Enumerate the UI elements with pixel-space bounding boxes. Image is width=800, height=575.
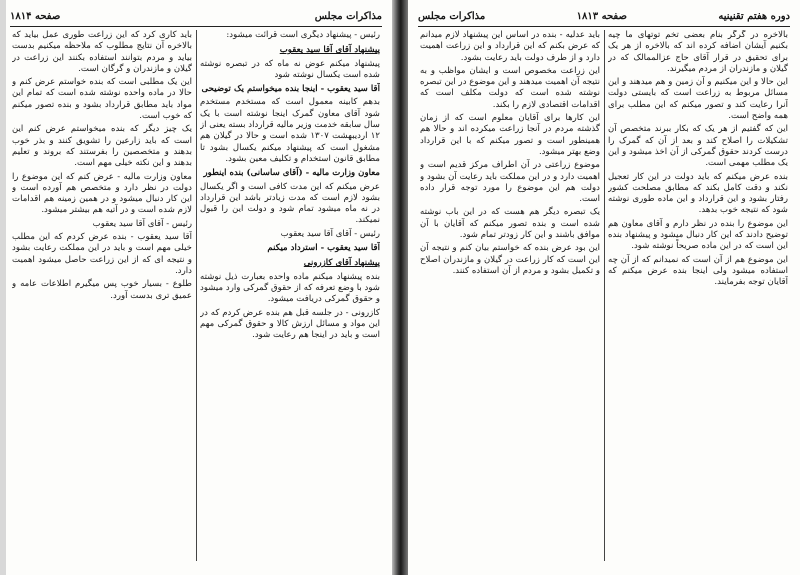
paragraph: این که گفتیم از هر یک که بکار ببرند متخصص آن تشکیلات را اصلاح کند و بعد از آن که گمرک را درست کردند حقوق گمرکی از آن اخذ میشود و این یک مطلب مهمی است.: [608, 124, 788, 169]
speaker-line: آقا سید یعقوب - استرداد میکنم: [267, 243, 380, 254]
paragraph: کازرونی - در جلسه قبل هم بنده عرض کردم که در این مواد و مسائل ارزش کالا و حقوق گمرکی مهم است و باید در اینجا هم رعایت شود.: [200, 307, 380, 341]
paragraph: بنده عرض میکنم که باید دولت در این کار تعجیل نکند و دقت کامل بکند که مطابق مصلحت کشور رفتار بشود و این قرارداد و این ماده طوری نوشته شود که نتیجه خوب بدهد.: [608, 171, 788, 216]
paragraph: بالاخره در گرگر بنام بعضی تخم توتهای ما چیه بکنیم آیشان اضافه کرده اند که بالاخره از هر یک برای تحقیق در قرار آقای حاج عزالممالک که در گیلان و مازندران از مردم میگیرند.: [608, 30, 788, 74]
paragraph: رئیس - پیشنهاد دیگری است قرائت میشود:: [226, 30, 380, 40]
paragraph: آقا سید یعقوب - بنده عرض کردم که این مطلب خیلی مهم است و باید در این مملکت رعایت بشود و نتیجه ای که از این زراعت حاصل میشود اهمیت دارد.: [12, 232, 192, 276]
speaker-line: معاون وزارت مالیه - (آقای ساسانی) بنده اینطور: [203, 168, 380, 179]
right-page-session-title: مذاکرات مجلس: [418, 10, 486, 22]
section-heading: پیشنهاد آقای کازرونی: [303, 258, 380, 269]
paragraph: این موضوع را بنده در نظر دارم و آقای معاون هم توضیح دادند که این کار دنبال میشود و پیشنهاد بنده این است که در این ماده صریحاً نوشته شود.: [608, 218, 788, 252]
paragraph: این یک مطلبی است که بنده خواستم عرض کنم و حالا در ماده واحده نوشته شده است که تمام این مواد باید مطابق قرارداد بشود و بنده تصور میکنم که خوب است.: [12, 77, 192, 122]
speaker-line: آقا سید یعقوب - اینجا بنده میخواستم یک توضیحی: [201, 84, 380, 95]
left-page-session-title: مذاکرات مجلس: [314, 10, 382, 22]
column-divider: [604, 30, 605, 561]
paragraph: پیشنهاد میکنم عوض نه ماه که در تبصره نوشته شده است یکسال نوشته شود: [200, 58, 380, 80]
right-page-number: صفحه ۱۸۱۳: [576, 10, 627, 22]
left-page-number: صفحه ۱۸۱۴: [10, 10, 61, 22]
left-page-column-right: [200, 30, 380, 561]
right-page-column-left: [420, 30, 600, 561]
left-page: [0, 0, 392, 575]
paragraph: این کارها برای آقایان معلوم است که از زمان گذشته مردم در آنجا زراعت میکرده اند و حالا هم همینطور است و تصور میکنم که با این قرارداد وضع بهتر میشود.: [420, 113, 600, 157]
paragraph: بنده پیشنهاد میکنم ماده واحده بعبارت ذیل نوشته شود با وضع تعرفه که از حقوق گمرکی وارد میشود و حقوق گمرکی دریافت میشود.: [200, 271, 380, 305]
page-edge: [0, 0, 6, 575]
paragraph: این موضوع هم از آن است که نمیدانم که از آن چه استفاده میشود ولی اینجا بنده عرض میکنم که آقایان توجه بفرمایند.: [608, 254, 788, 288]
paragraph: یک چیز دیگر که بنده میخواستم عرض کنم این است که باید زارعین را تشویق کنند و بذر خوب بدهند و متخصصین را بفرستند که بروند و تعلیم بدهند و این نکته خیلی مهم است.: [12, 124, 192, 169]
book-gutter: [392, 0, 408, 575]
paragraph: این زراعت مخصوص است و ایشان مواظب و به نتیجه آن اهمیت میدهند و این موضوع در این تبصره نوشته شده است که دولت مکلف است که اقدامات اقتصادی لازم را بکند.: [420, 65, 600, 110]
paragraph: رئیس - آقای آقا سید یعقوب: [92, 218, 192, 229]
right-page-term: دوره هفتم تقنینیه: [718, 10, 790, 22]
left-page-column-left: [12, 30, 192, 561]
paragraph: موضوع زراعتی در آن اطراف مرکز قدیم است و اهمیت دارد و در این مملکت باید رعایت آن بشود و دولت هم این موضوع را مورد توجه قرار داده است.: [420, 160, 600, 205]
paragraph: یک تبصره دیگر هم هست که در این باب نوشته شده است و بنده تصور میکنم که آقایان با آن موافق باشند و این کار زودتر تمام شود.: [420, 207, 600, 241]
paragraph: عرض میکنم که این مدت کافی است و اگر یکسال بشود لازم است که مدت زیادتر باشد این قرارداد در نه ماه میشود تمام شود و دولت این را قبول نمیکند.: [200, 181, 380, 226]
left-page-header: [10, 8, 382, 27]
paragraph: این حالا و این میکنیم و آن زمین و هم میدهند و این مسائل مربوط به زراعت است که بایستی دولت آنرا رعایت کند و تصور میکنم که این مطلب برای همه واضح است.: [608, 77, 788, 122]
right-page-header: [418, 8, 790, 27]
paragraph: این بود عرض بنده که خواستم بیان کنم و نتیجه آن این است که کار زراعت در گیلان و مازندران اصلاح و تکمیل بشود و مردم از آن استفاده کنند.: [420, 243, 600, 276]
section-heading: پیشنهاد آقای آقا سید یعقوب: [279, 45, 380, 56]
paragraph: باید کاری کرد که این زراعت طوری عمل بیاید که بالاخره آن نتایج مطلوب که ملاحظه میکنیم بدست بیاید و مردم بتوانند استفاده بکنند این زراعت در گیلان و مازندران و گرگان است.: [12, 30, 192, 74]
paragraph: رئیس - آقای آقا سید یعقوب: [280, 228, 380, 239]
paragraph: باید عدلیه - بنده در اساس این پیشنهاد لازم میدانم که عرض بکنم که این قرارداد و این زراعت اهمیت دارد و از طرف دولت باید رعایت بشود.: [420, 30, 600, 63]
paragraph: معاون وزارت مالیه - عرض کنم که این موضوع را دولت در نظر دارد و متخصص هم آورده است و این کار دنبال میشود و در همین زمینه هم اقدامات لازم شده است و در آتیه هم بیشتر میشود.: [12, 171, 192, 216]
paragraph: طلوع - بسیار خوب پس میگیرم اطلاعات عامه و عمیق تری بدست آورد.: [12, 279, 192, 301]
right-page: [408, 0, 800, 575]
right-page-column-right: [608, 30, 788, 561]
column-divider: [196, 30, 197, 561]
paragraph: بدهم کابینه معمول است که مستخدم مستخدم شود آقای معاون گمرک اینجا نوشته است با یک سال سابقه خدمت وزیر مالیه قرارداد بسته یعنی از ۱۲ اردیبهشت ۱۳۰۷ شده است و حالا در گیلان هم مشغول است که پیشنهاد میکنم یکسال بشود تا مطابق قانون استخدام و تکلیف معین بشود.: [200, 97, 380, 164]
